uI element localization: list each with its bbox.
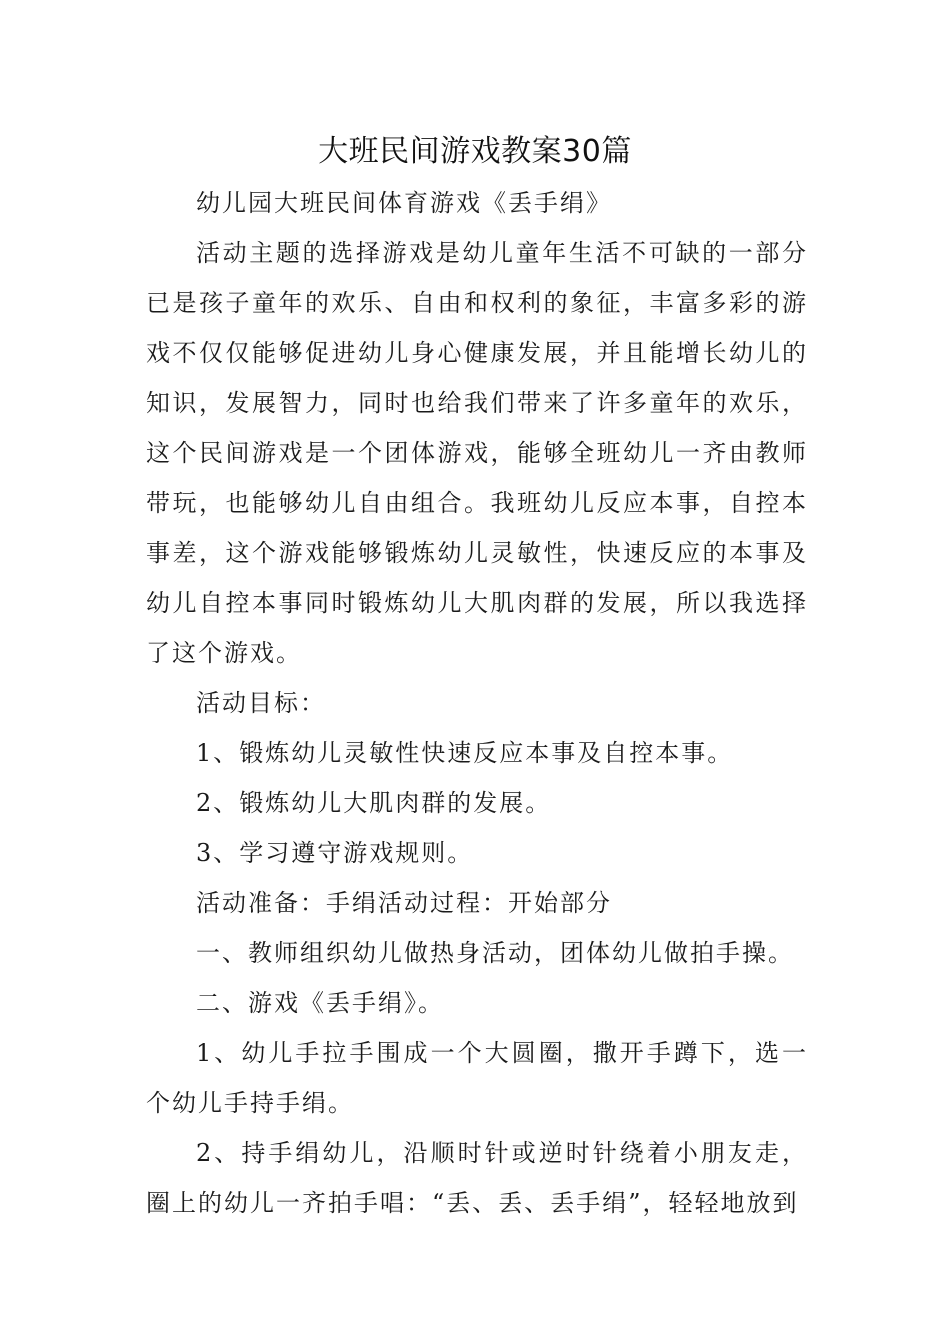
paragraph-step-2: 二、游戏《丢手绢》。 — [196, 989, 444, 1017]
paragraph-rule-1: 1、幼儿手拉手围成一个大圆圈，撒开手蹲下，选一个幼儿手持手绢。 — [146, 1039, 808, 1117]
document-title: 大班民间游戏教案30篇 — [318, 134, 632, 169]
document-body — [146, 178, 808, 1228]
paragraph-preparation: 活动准备：手绢活动过程：开始部分 — [196, 889, 612, 917]
paragraph-goal-2: 2、锻炼幼儿大肌肉群的发展。 — [196, 789, 552, 817]
paragraph-goal-1: 1、锻炼幼儿灵敏性快速反应本事及自控本事。 — [196, 739, 734, 767]
paragraph-goals-heading: 活动目标： — [196, 689, 326, 717]
paragraph-goal-3: 3、学习遵守游戏规则。 — [196, 839, 474, 867]
paragraph-subtitle: 幼儿园大班民间体育游戏《丢手绢》 — [196, 189, 612, 217]
paragraph-activity-theme: 活动主题的选择游戏是幼儿童年生活不可缺的一部分已是孩子童年的欢乐、自由和权利的象征，丰富多彩的游戏不仅仅能够促进幼儿身心健康发展，并且能增长幼儿的知识，发展智力，同时也给我们带来了许多童年的欢乐，这个民间游戏是一个团体游戏，能够全班幼儿一齐由教师带玩，也能够幼儿自由组合。我班幼儿反应本事，自控本事差，这个游戏能够锻炼幼儿灵敏性，快速反应的本事及幼儿自控本事同时锻炼幼儿大肌肉群的发展，所以我选择了这个游戏。 — [146, 239, 808, 667]
paragraph-step-1: 一、教师组织幼儿做热身活动，团体幼儿做拍手操。 — [196, 939, 794, 967]
paragraph-rule-2: 2、持手绢幼儿，沿顺时针或逆时针绕着小朋友走，圈上的幼儿一齐拍手唱：“丢、丢、丢手绢”，轻轻地放到 — [146, 1139, 808, 1217]
